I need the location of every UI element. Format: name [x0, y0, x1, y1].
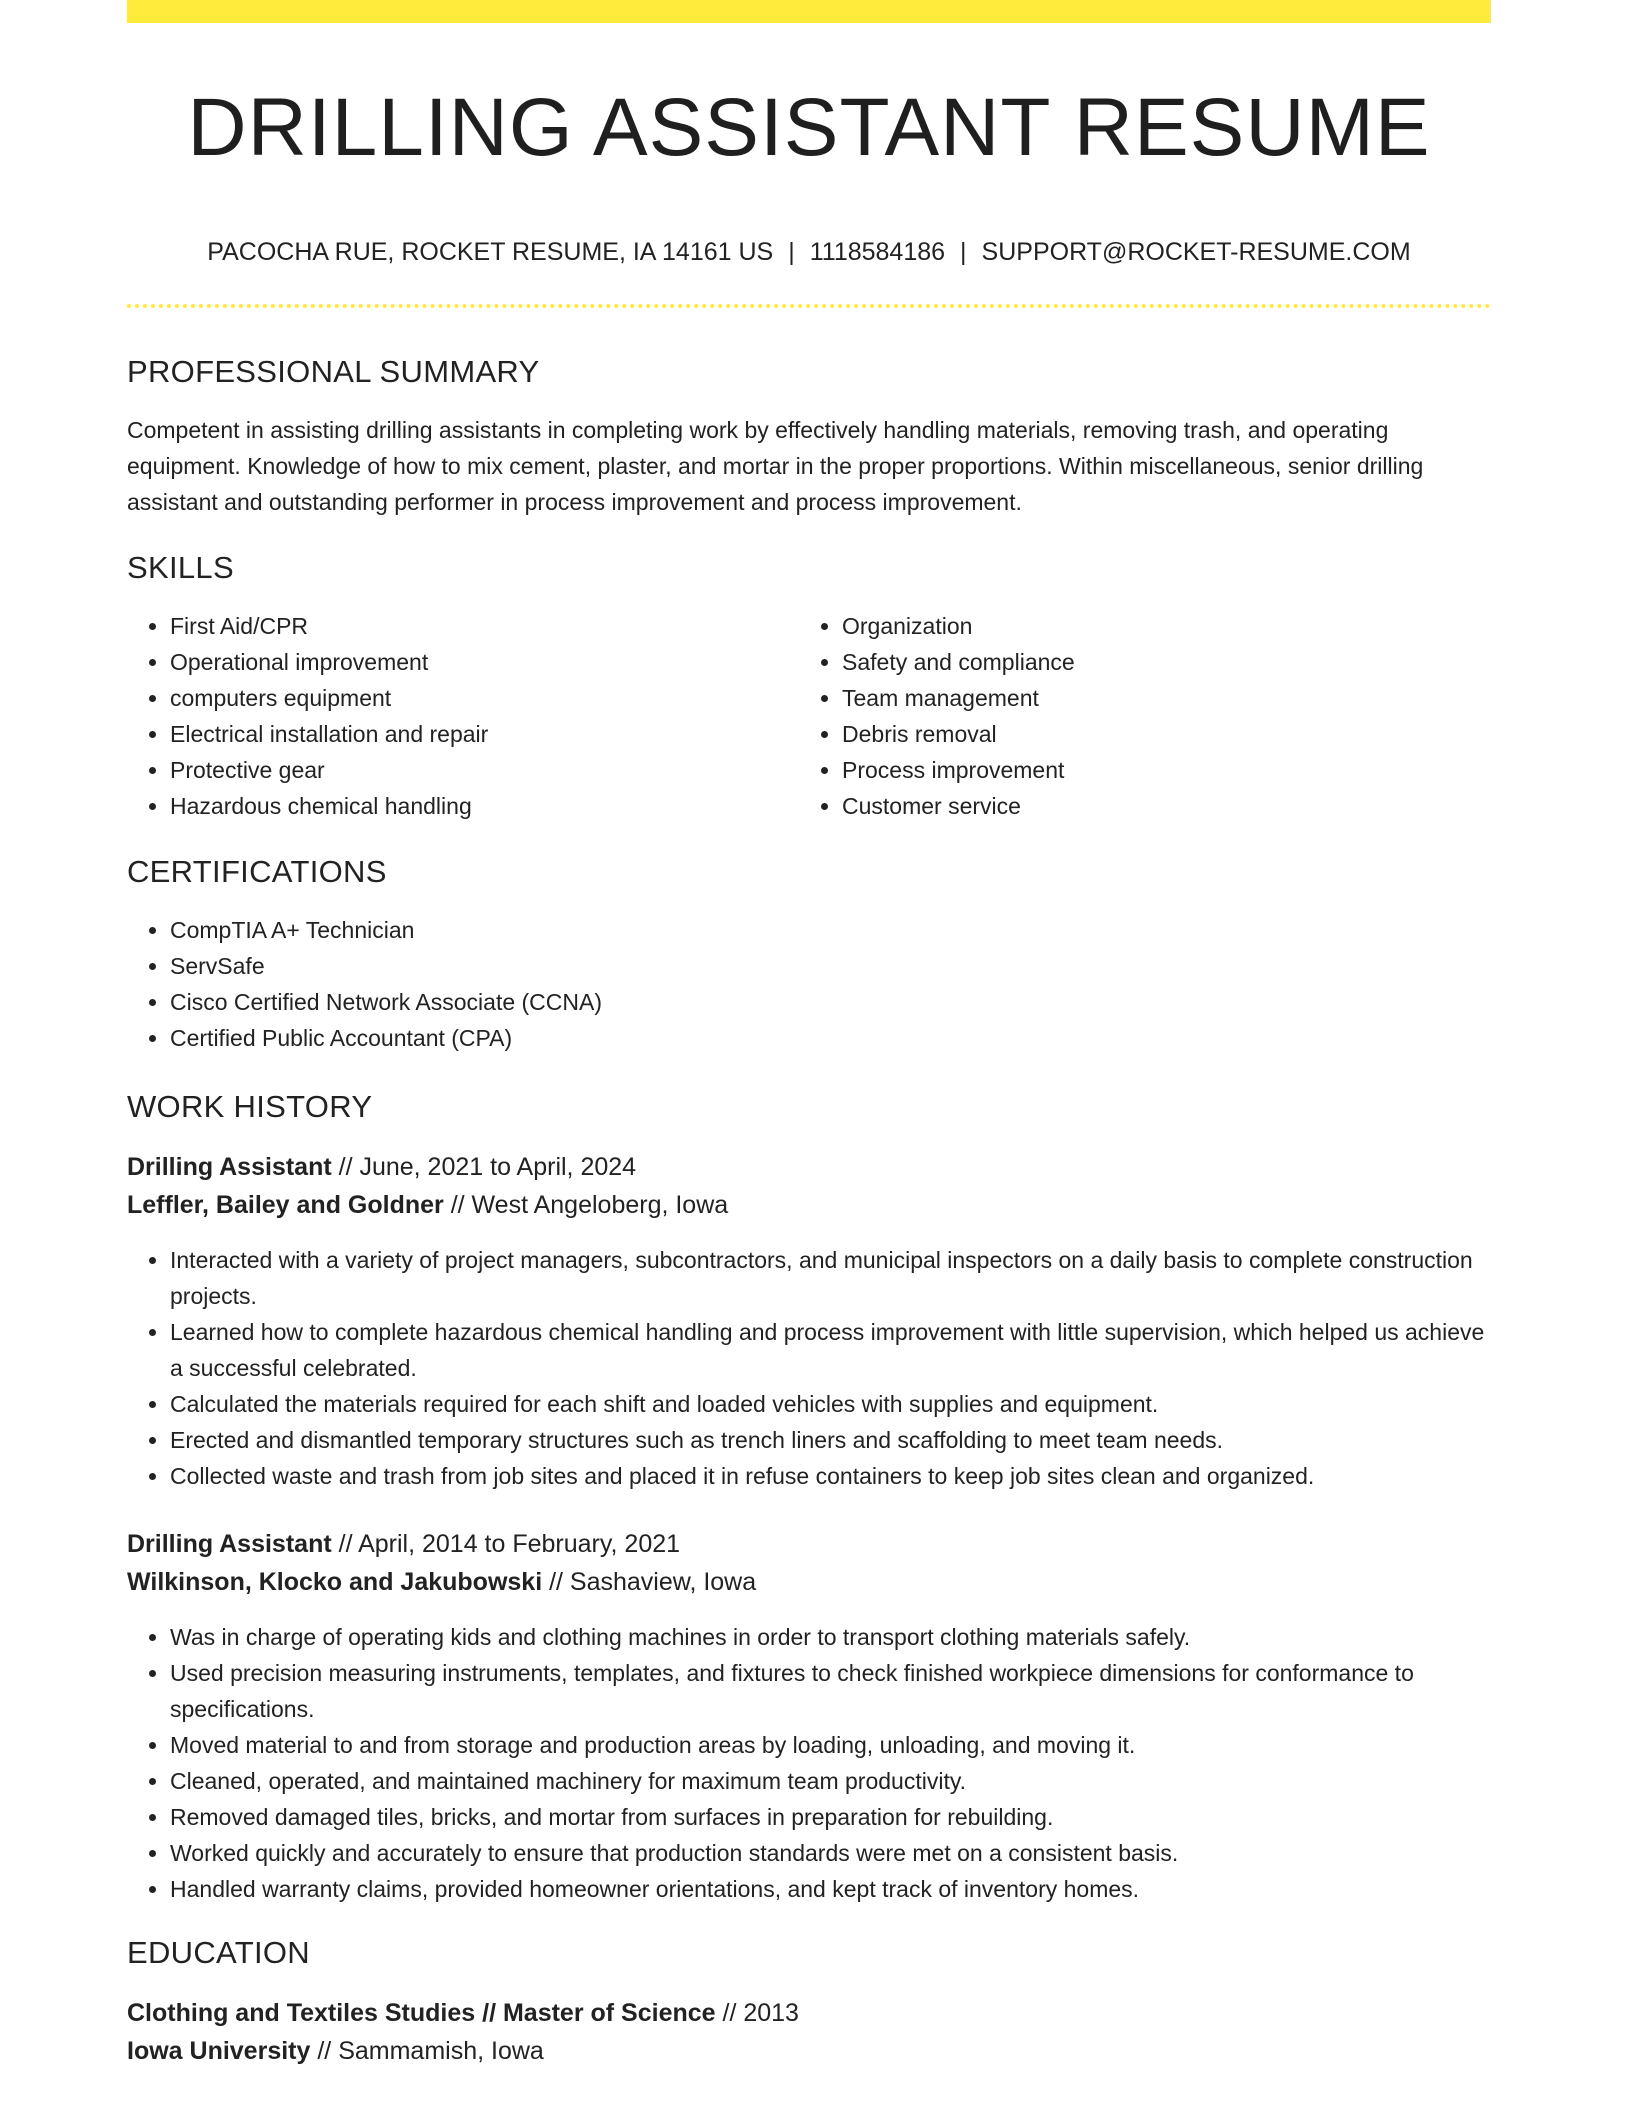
certification-item: • ServSafe: [170, 948, 1470, 984]
skill-item: • First Aid/CPR: [170, 608, 790, 644]
skill-item: • Protective gear: [170, 752, 790, 788]
skill-item: • Team management: [842, 680, 1462, 716]
skill-item: • Debris removal: [842, 716, 1462, 752]
job-bullet: • Calculated the materials required for each shift and loaded vehicles with supplies and equipment.: [170, 1386, 1491, 1422]
certification-item: • CompTIA A+ Technician: [170, 912, 1470, 948]
summary-text: Competent in assisting drilling assistants in completing work by effectively handling materials, removing trash, and operating equipment. Knowledge of how to mix cement, plaster, and mortar in the proper proportions. Within miscellaneous, senior drilling assistant and outstanding performer in process improvement and process improvement.: [127, 417, 1424, 515]
contact-line: [127, 236, 1491, 268]
job-bullet: • Moved material to and from storage and production areas by loading, unloading, and moving it.: [170, 1727, 1491, 1763]
dotted-divider: [127, 304, 1491, 308]
job-company-line: [127, 1186, 1491, 1224]
job-bullet: • Interacted with a variety of project managers, subcontractors, and municipal inspectors on a daily basis to complete construction projects.: [170, 1242, 1491, 1314]
education-school: Iowa University: [127, 2037, 311, 2065]
job-bullet: • Removed damaged tiles, bricks, and mortar from surfaces in preparation for rebuilding.: [170, 1799, 1491, 1835]
contact-address: PACOCHA RUE, ROCKET RESUME, IA 14161 US: [207, 238, 774, 266]
job-company: Wilkinson, Klocko and Jakubowski: [127, 1568, 543, 1596]
education-degree: Clothing and Textiles Studies // Master of Science: [127, 1999, 716, 2027]
skill-item: • computers equipment: [170, 680, 790, 716]
skills-heading: SKILLS: [127, 550, 234, 585]
education-location: // Sammamish, Iowa: [310, 2037, 544, 2065]
contact-separator: |: [960, 238, 967, 266]
skill-item: • Operational improvement: [170, 644, 790, 680]
skills-list-right: [799, 608, 1462, 824]
job-bullet: • Erected and dismantled temporary structures such as trench liners and scaffolding to meet team needs.: [170, 1422, 1491, 1458]
certifications-list: [127, 912, 1470, 1056]
skill-item: • Hazardous chemical handling: [170, 788, 790, 824]
contact-phone: 1118584186: [809, 238, 946, 266]
certifications-heading: CERTIFICATIONS: [127, 854, 387, 889]
job-title: Drilling Assistant: [127, 1153, 332, 1181]
contact-email: SUPPORT@ROCKET-RESUME.COM: [981, 238, 1411, 266]
skill-item: • Electrical installation and repair: [170, 716, 790, 752]
education-heading: EDUCATION: [127, 1935, 310, 1970]
education-school-line: [127, 2032, 1491, 2070]
accent-top-bar: [127, 0, 1491, 23]
certification-item: • Cisco Certified Network Associate (CCNA): [170, 984, 1470, 1020]
skill-item: • Customer service: [842, 788, 1462, 824]
job-bullet: • Collected waste and trash from job sites and placed it in refuse containers to keep job sites clean and organized.: [170, 1458, 1491, 1494]
job-title-line: [127, 1148, 1491, 1186]
job-bullet: • Learned how to complete hazardous chemical handling and process improvement with little supervision, which helped us achieve a successful celebrated.: [170, 1314, 1491, 1386]
job-bullets: [127, 1619, 1491, 1907]
summary-heading: PROFESSIONAL SUMMARY: [127, 354, 540, 389]
job-company-line: [127, 1563, 1491, 1601]
job-company: Leffler, Bailey and Goldner: [127, 1191, 444, 1219]
education-year: // 2013: [715, 1999, 799, 2027]
job-location: // West Angeloberg, Iowa: [443, 1191, 729, 1219]
skill-item: • Process improvement: [842, 752, 1462, 788]
job-title-line: [127, 1525, 1491, 1563]
education-degree-line: [127, 1994, 1491, 2032]
job-bullet: • Cleaned, operated, and maintained machinery for maximum team productivity.: [170, 1763, 1491, 1799]
job-bullets: [127, 1242, 1491, 1494]
job-dates: // April, 2014 to February, 2021: [331, 1530, 681, 1558]
job-dates: // June, 2021 to April, 2024: [331, 1153, 637, 1181]
job-title: Drilling Assistant: [127, 1530, 332, 1558]
contact-separator: |: [788, 238, 795, 266]
job-location: // Sashaview, Iowa: [542, 1568, 757, 1596]
skill-item: • Safety and compliance: [842, 644, 1462, 680]
certification-item: • Certified Public Accountant (CPA): [170, 1020, 1470, 1056]
skill-item: • Organization: [842, 608, 1462, 644]
job-bullet: • Was in charge of operating kids and clothing machines in order to transport clothing materials safely.: [170, 1619, 1491, 1655]
job-bullet: • Worked quickly and accurately to ensure that production standards were met on a consistent basis.: [170, 1835, 1491, 1871]
work-history-heading: WORK HISTORY: [127, 1089, 373, 1124]
skills-list-left: [127, 608, 790, 824]
resume-title: DRILLING ASSISTANT RESUME: [187, 82, 1431, 173]
job-bullet: • Handled warranty claims, provided homeowner orientations, and kept track of inventory homes.: [170, 1871, 1491, 1907]
job-bullet: • Used precision measuring instruments, templates, and fixtures to check finished workpiece dimensions for conformance to specifications.: [170, 1655, 1491, 1727]
